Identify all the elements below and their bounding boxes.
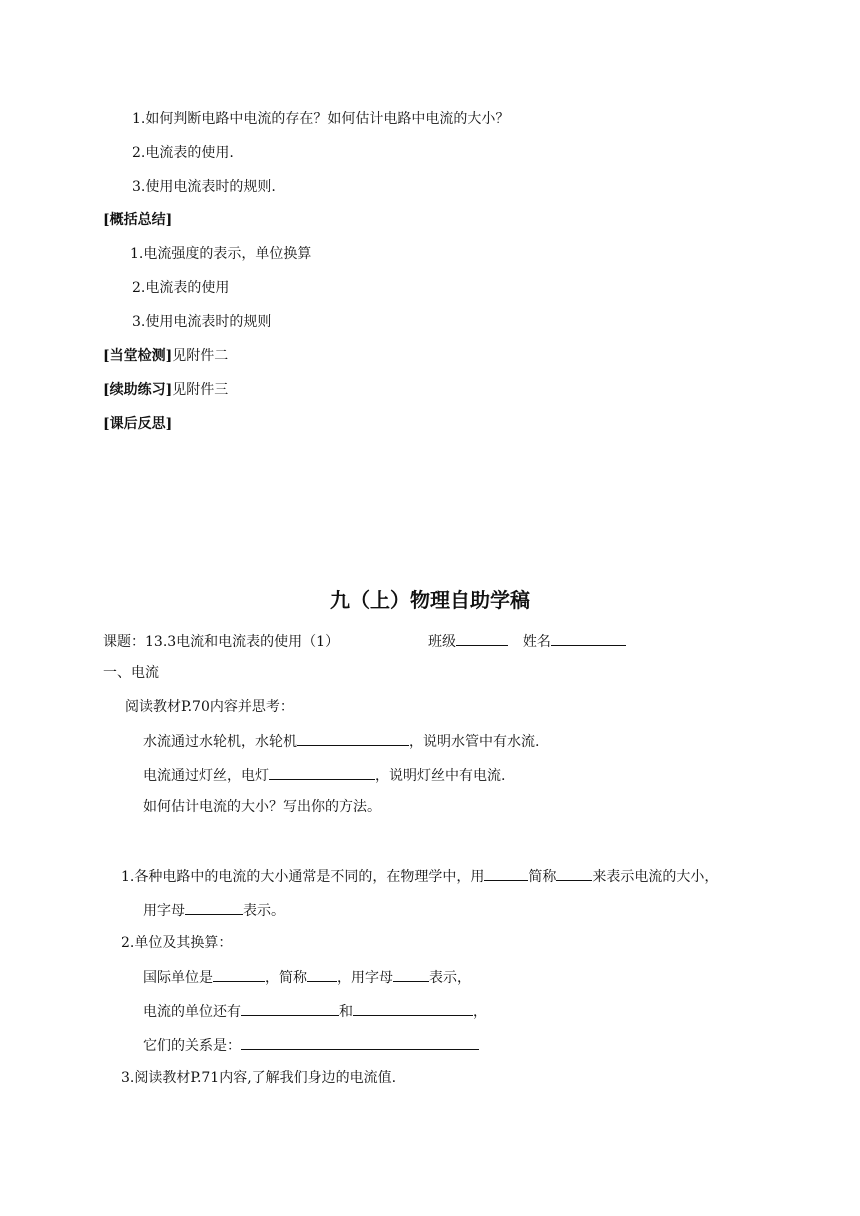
section-1-heading: 一、电流 <box>103 665 159 681</box>
water-text-a: 水流通过水轮机，水轮机 <box>143 734 297 750</box>
lamp-line <box>143 764 505 786</box>
check-text: 见附件二 <box>172 348 229 364</box>
other-units-line <box>143 1000 487 1022</box>
item-1-text-c: 来表示电流的大小， <box>592 869 719 885</box>
relation-text: 它们的关系是： <box>143 1038 241 1054</box>
water-text-b: ，说明水管中有水流. <box>409 734 540 750</box>
class-label: 班级 <box>428 634 456 650</box>
summary-item-2: 2.电流表的使用 <box>132 280 230 296</box>
other-blank-1[interactable] <box>241 1000 339 1016</box>
other-text-b: 和 <box>339 1004 353 1020</box>
si-blank-1[interactable] <box>213 966 265 982</box>
summary-item-1: 1.电流强度的表示，单位换算 <box>130 246 312 262</box>
si-text-c: ，用字母 <box>337 970 393 986</box>
read-instruction: 阅读教材P.70内容并思考： <box>125 699 294 715</box>
other-text-c: ， <box>473 1004 487 1020</box>
si-unit-line <box>143 966 471 988</box>
summary-heading: [概括总结] <box>103 212 173 228</box>
question-2: 2.电流表的使用. <box>132 145 234 161</box>
item-2-heading: 2.单位及其换算： <box>121 935 233 951</box>
question-3: 3.使用电流表时的规则. <box>132 179 276 195</box>
name-blank[interactable] <box>551 630 626 646</box>
item-1-line-1 <box>121 865 718 887</box>
other-blank-2[interactable] <box>353 1000 473 1016</box>
name-label: 姓名 <box>522 634 551 650</box>
check-line <box>103 346 228 366</box>
item-3-text: 3.阅读教材P.71内容,了解我们身边的电流值. <box>121 1070 397 1086</box>
other-text-a: 电流的单位还有 <box>143 1004 241 1020</box>
class-blank[interactable] <box>456 630 508 646</box>
practice-line <box>103 380 228 400</box>
topic-line <box>103 630 626 652</box>
document-title: 九（上）物理自助学稿 <box>330 588 530 612</box>
item-1-text-b: 简称 <box>528 869 557 885</box>
item-1-blank-2[interactable] <box>556 865 592 881</box>
lamp-text-a: 电流通过灯丝，电灯 <box>143 768 269 784</box>
topic-text: 课题：13.3电流和电流表的使用（1） <box>103 634 340 650</box>
si-blank-2[interactable] <box>307 966 337 982</box>
practice-text: 见附件三 <box>172 382 229 398</box>
si-text-a: 国际单位是 <box>143 970 213 986</box>
estimate-question: 如何估计电流的大小？写出你的方法。 <box>143 799 381 815</box>
water-line <box>143 730 539 752</box>
item-1-text-d: 用字母 <box>143 903 185 919</box>
si-text-b: ，简称 <box>265 970 307 986</box>
lamp-blank[interactable] <box>269 764 375 780</box>
item-1-blank-1[interactable] <box>484 865 528 881</box>
lamp-text-b: ，说明灯丝中有电流. <box>375 768 506 784</box>
relation-blank[interactable] <box>241 1034 479 1050</box>
si-blank-3[interactable] <box>393 966 429 982</box>
check-heading: [当堂检测] <box>103 348 173 364</box>
water-blank[interactable] <box>297 730 409 746</box>
summary-item-3: 3.使用电流表时的规则 <box>132 314 272 330</box>
item-1-blank-3[interactable] <box>185 899 243 915</box>
question-1: 1.如何判断电路中电流的存在？如何估计电路中电流的大小？ <box>132 111 510 127</box>
si-text-d: 表示， <box>429 970 471 986</box>
item-1-line-2 <box>143 899 285 921</box>
reflection-heading: [课后反思] <box>103 416 173 432</box>
item-1-text-e: 表示。 <box>243 903 285 919</box>
relation-line <box>143 1034 479 1056</box>
practice-heading: [续助练习] <box>103 382 173 398</box>
item-1-text-a: 1.各种电路中的电流的大小通常是不同的，在物理学中，用 <box>121 869 485 885</box>
